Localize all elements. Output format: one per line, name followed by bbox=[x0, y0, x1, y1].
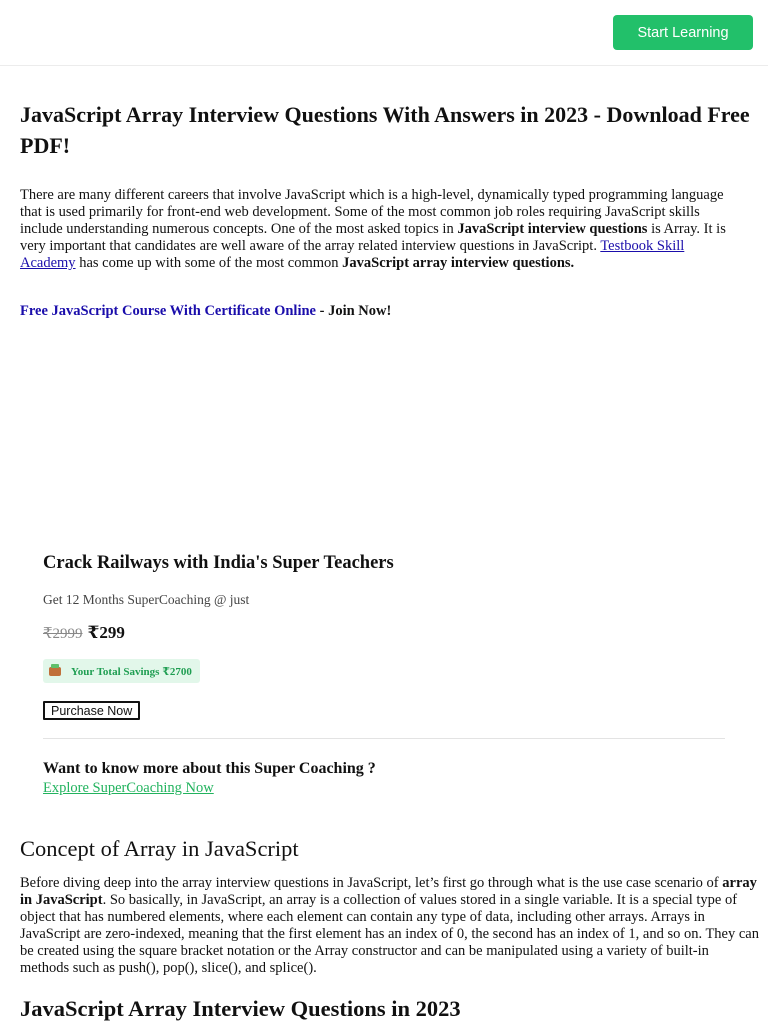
wallet-icon bbox=[49, 667, 61, 676]
price-row bbox=[43, 622, 125, 645]
intro-bold-1: JavaScript interview questions bbox=[457, 221, 648, 237]
concept-bold: array in JavaScript bbox=[20, 875, 757, 908]
intro-paragraph bbox=[20, 187, 740, 272]
old-price: ₹2999 bbox=[43, 626, 83, 642]
questions-heading: JavaScript Array Interview Questions in 2023 bbox=[20, 996, 461, 1021]
top-bar bbox=[0, 0, 768, 66]
purchase-now-button[interactable]: Purchase Now bbox=[43, 701, 140, 720]
intro-text-1: There are many different careers that involve JavaScript which is a high-level, dynamically typed programming language that is used primarily for front-end web development. Some of the most common job roles requiring JavaScript skills include understanding numerous concepts. One of the most asked topics in bbox=[20, 187, 724, 237]
savings-text: Your Total Savings ₹2700 bbox=[71, 665, 192, 678]
concept-text-1: Before diving deep into the array interview questions in JavaScript, let’s first go through what is the use case scenario of bbox=[20, 875, 723, 891]
know-more-heading: Want to know more about this Super Coaching ? bbox=[43, 760, 376, 777]
intro-text-2: is Array. It is very important that candidates are well aware of the array related interview questions in JavaScript. bbox=[20, 221, 726, 254]
promo-title: Crack Railways with India's Super Teachers bbox=[43, 553, 394, 573]
page-title: JavaScript Array Interview Questions With Answers in 2023 - Download Free PDF! bbox=[20, 102, 750, 158]
start-learning-button[interactable]: Start Learning bbox=[613, 15, 753, 50]
concept-text-2: . So basically, in JavaScript, an array is a collection of values stored in a single variable. It is a special type of object that has numbered elements, where each element can contain any type of data, including other arrays. Arrays in JavaScript are zero-indexed, meaning that the first element has an index of 0, the second has an index of 1, and so on. They can be created using the square bracket notation or the Array constructor and can be manipulated using a variety of built-in methods such as push(), pop(), slice(), and splice(). bbox=[20, 892, 759, 976]
testbook-skill-academy-link[interactable]: Testbook Skill Academy bbox=[20, 238, 685, 271]
concept-heading: Concept of Array in JavaScript bbox=[20, 836, 299, 861]
new-price: ₹299 bbox=[87, 623, 125, 642]
divider bbox=[43, 738, 725, 739]
promo-subtitle: Get 12 Months SuperCoaching @ just bbox=[43, 592, 250, 607]
course-promo-line bbox=[20, 302, 391, 320]
savings-badge bbox=[43, 659, 200, 683]
join-now-text: - Join Now! bbox=[316, 303, 392, 319]
intro-text-3: has come up with some of the most common bbox=[75, 255, 343, 271]
free-javascript-course-link[interactable]: Free JavaScript Course With Certificate Online bbox=[20, 303, 316, 319]
intro-bold-2: JavaScript array interview questions. bbox=[342, 255, 575, 271]
explore-supercoaching-link[interactable]: Explore SuperCoaching Now bbox=[43, 780, 214, 796]
concept-paragraph bbox=[20, 875, 760, 977]
